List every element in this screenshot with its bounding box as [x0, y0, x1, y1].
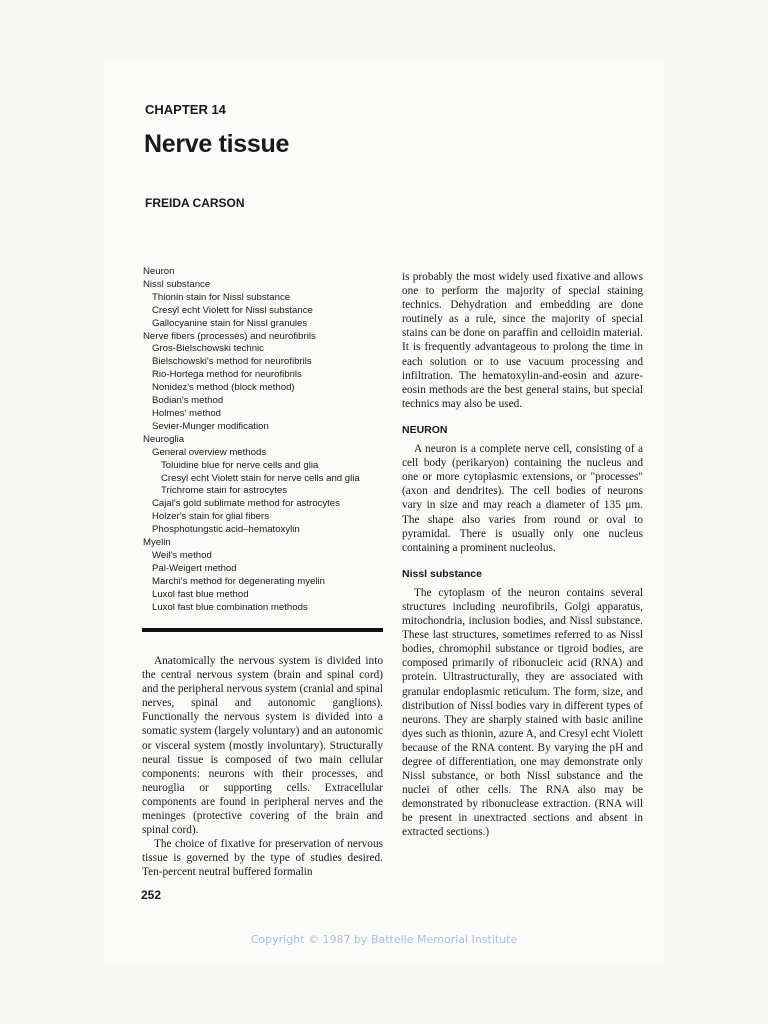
outline-item: Cresyl echt Violett stain for nerve cells and glia — [161, 472, 360, 484]
right-text-column — [402, 270, 643, 840]
outline-item: Cajal's gold sublimate method for astrocytes — [152, 498, 340, 510]
outline-item: Gros-Bielschowski technic — [152, 343, 264, 355]
outline-item: Holzer's stain for glial fibers — [152, 511, 269, 523]
outline-item: Nonidez's method (block method) — [152, 382, 295, 394]
paragraph: The cytoplasm of the neuron contains several structures including neurofibrils, Golgi apparatus, mitochondria, inclusion bodies, and Nissl substance. These last structures, sometimes referred to as Nissl bodies, chromophil substance or tigroid bodies, are composed primarily of ribonucleic acid (RNA) and protein. Ultrastructurally, they are associated with granular endoplasmic reticulum. The form, size, and distribution of Nissl bodies vary in different types of neurons. They are sharply stained with basic aniline dyes such as thionin, azure A, and Cresyl echt Violett because of the RNA content. By varying the pH and degree of differentiation, one may demonstrate only Nissl substance, or both Nissl substance and the nuclei of other cells. The RNA also may be demonstrated by ribonuclease extraction. (RNA will be present in unextracted sections and absent in extracted sections.) — [402, 586, 644, 839]
outline-item: Rio-Hortega method for neurofibrils — [152, 369, 302, 381]
outline-item: Holmes' method — [152, 407, 222, 419]
copyright-notice: Copyright © 1987 by Battelle Memorial Institute — [250, 933, 518, 946]
outline-item: Sevier-Munger modification — [152, 420, 269, 432]
outline-item: Bielschowski's method for neurofibrils — [152, 356, 312, 368]
outline-item: General overview methods — [152, 446, 267, 458]
author-name: FREIDA CARSON — [145, 196, 245, 210]
outline-item: Phosphotungstic acid–hematoxylin — [152, 524, 300, 536]
chapter-label: CHAPTER 14 — [145, 102, 226, 117]
outline-item: Cresyl echt Violett for Nissl substance — [152, 304, 313, 316]
left-text-column — [142, 654, 383, 880]
outline-item: Pal-Weigert method — [152, 562, 237, 574]
paragraph: A neuron is a complete nerve cell, consisting of a cell body (perikaryon) containing the nucleus and one or more cytoplasmic extensions, or "processes" (axon and dendrites). The cell bodies of neurons vary in size and may reach a diameter of 135 μm. The shape also varies from round or oval to pyramidal. There is usually only one nucleus containing a prominent nucleolus. — [402, 443, 643, 554]
chapter-title: Nerve tissue — [144, 130, 290, 158]
outline-item: Toluidine blue for nerve cells and glia — [161, 459, 319, 471]
outline-item: Nissl substance — [143, 278, 211, 290]
outline-item: Thionin stain for Nissl substance — [152, 291, 291, 303]
paragraph: is probably the most widely used fixative and allows one to perform the majority of special staining technics. Dehydration and embedding are done routinely as a rule, since the majority of special stains can be done on paraffin and celloidin material. It is frequently advantageous to prolong the time in each solution or to use vacuum processing and infiltration. The hematoxylin-and-eosin and azure-eosin methods are the best general stains, but special technics may also be used. — [402, 271, 643, 410]
outline-item: Luxol fast blue method — [152, 588, 249, 600]
outline-item: Bodian's method — [152, 395, 224, 407]
outline-item: Myelin — [143, 537, 171, 549]
outline-divider — [142, 628, 383, 632]
paragraph: Anatomically the nervous system is divided into the central nervous system (brain and spinal cord) and the peripheral nervous system (cranial and spinal nerves, spinal and autonomic ganglions). Functionally the nervous system is divided into a somatic system (largely voluntary) and an autonomic or visceral system (mostly involuntary). Structurally neural tissue is composed of two main cellular components: neurons with their processes, and neuroglia or supporting cells. Extracellular components are found in peripheral nerves and the meninges (protective covering of the brain and spinal cord). — [142, 655, 383, 837]
section-heading-neuron: NEURON — [402, 423, 448, 436]
outline-item: Nerve fibers (processes) and neurofibrils — [143, 330, 316, 342]
section-heading-nissl: Nissl substance — [402, 567, 482, 580]
chapter-outline — [143, 266, 388, 614]
outline-item: Marchi's method for degenerating myelin — [152, 575, 326, 587]
outline-item: Trichrome stain for astrocytes — [161, 485, 287, 497]
outline-item: Neuron — [143, 266, 175, 277]
outline-item: Luxol fast blue combination methods — [152, 601, 308, 613]
paragraph: The choice of fixative for preservation of nervous tissue is governed by the type of studies desired. Ten-percent neutral buffered formalin — [142, 838, 383, 879]
outline-item: Weil's method — [152, 549, 212, 561]
outline-item: Gallocyanine stain for Nissl granules — [152, 317, 308, 329]
outline-item: Neuroglia — [143, 433, 185, 445]
page-number: 252 — [141, 888, 162, 902]
